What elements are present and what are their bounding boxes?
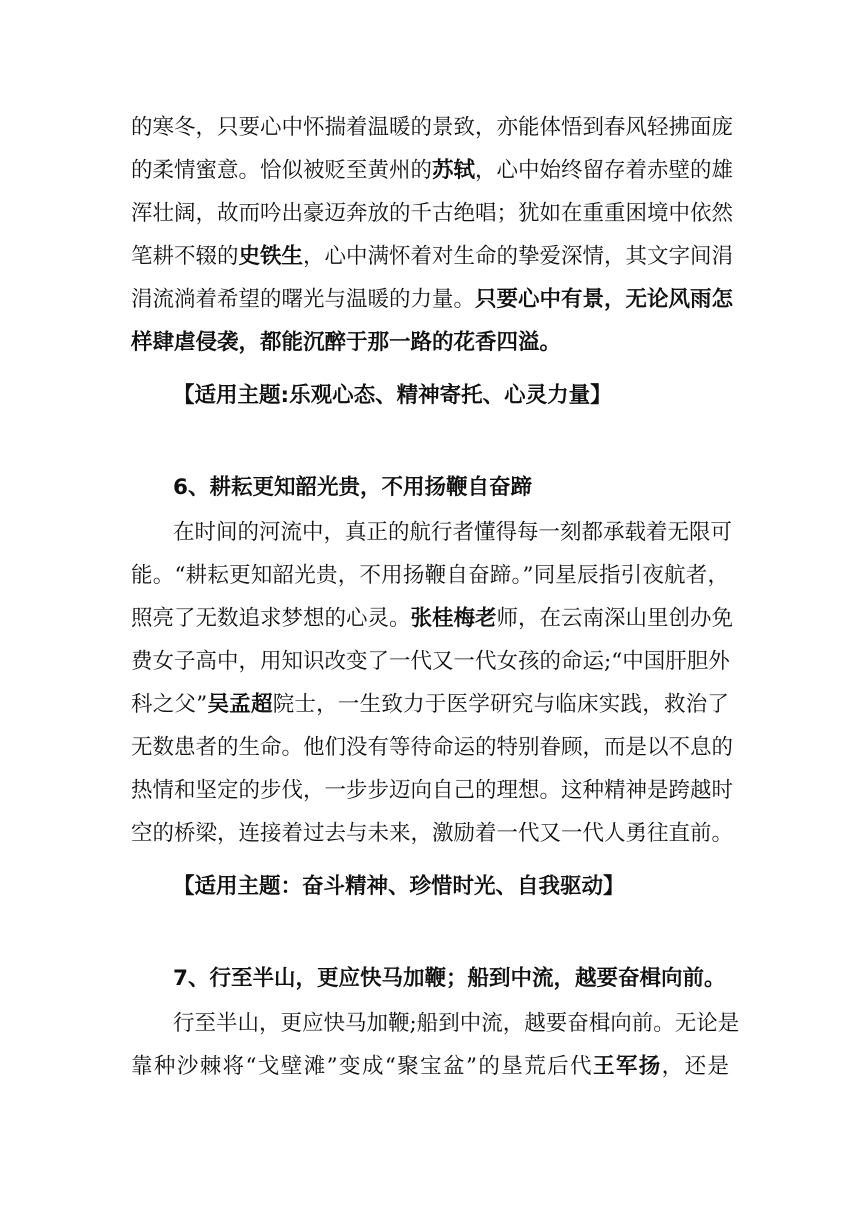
paragraph-line — [131, 691, 729, 719]
theme-tag: 【适用主题：奋斗精神、珍惜时光、自我驱动】 — [173, 874, 625, 899]
person-name-zhang-guimei: 张桂梅老 — [410, 606, 497, 631]
text-run: ，心中满怀着对生命的挚爱深情，其文字间涓 — [303, 244, 734, 269]
text-run: 笔耕不辍的 — [131, 244, 239, 269]
section-heading: 6、耕耘更知韶光贵，不用扬鞭自奋蹄 — [173, 475, 532, 500]
text-run: ，心中始终留存着赤壁的雄 — [475, 158, 734, 183]
text-run: 靠种沙棘将“戈壁滩”变成“聚宝盆”的垦荒后代 — [131, 1054, 593, 1079]
theme-tag: 【适用主题:乐观心态、精神寄托、心灵力量】 — [173, 383, 612, 408]
paragraph-line — [131, 157, 734, 185]
person-name-wu-mengchao: 吴孟超 — [207, 692, 273, 717]
person-name-su-shi: 苏轼 — [432, 158, 476, 183]
paragraph-line: 能。“耕耘更知韶光贵，不用扬鞭自奋蹄。”同星辰指引夜航者， — [131, 563, 729, 588]
paragraph-line-bold: 样肆虐侵袭，都能沉醉于那一路的花香四溢。 — [131, 330, 562, 355]
text-run: 照亮了无数追求梦想的心灵。 — [131, 606, 411, 631]
paragraph-line: 热情和坚定的步伐，一步步迈向自己的理想。这种精神是跨越时 — [131, 778, 734, 803]
paragraph-line: 无数患者的生命。他们没有等待命运的特别眷顾，而是以不息的 — [131, 735, 734, 760]
text-run: ，还是 — [661, 1054, 729, 1079]
paragraph-line — [131, 243, 734, 271]
paragraph-line: 的寒冬，只要心中怀揣着温暖的景致，亦能体悟到春风轻拂面庞 — [131, 115, 734, 140]
paragraph-line — [131, 286, 734, 314]
paragraph-line: 在时间的河流中，真正的航行者懂得每一刻都承载着无限可 — [173, 520, 733, 545]
text-run: 科之父” — [131, 692, 208, 717]
paragraph-line: 行至半山，更应快马加鞭;船到中流，越要奋楫向前。无论是 — [173, 1011, 740, 1036]
text-run: 涓流淌着希望的曙光与温暖的力量。 — [131, 287, 476, 312]
person-name-wang-junyang: 王军扬 — [592, 1054, 662, 1079]
bold-sentence: 只要心中有景，无论风雨怎 — [475, 287, 734, 312]
text-run: 院士，一生致力于医学研究与临床实践，救治了 — [272, 692, 729, 717]
person-name-shi-tiesheng: 史铁生 — [238, 244, 304, 269]
paragraph-line — [131, 605, 734, 633]
text-run: 师，在云南深山里创办免 — [496, 606, 734, 631]
paragraph-line: 费女子高中，用知识改变了一代又一代女孩的命运;“中国肝胆外 — [131, 649, 730, 674]
paragraph-line: 空的桥梁，连接着过去与未来，激励着一代又一代人勇往直前。 — [131, 821, 734, 846]
paragraph-line — [131, 1053, 729, 1081]
paragraph-line: 浑壮阔，故而吟出豪迈奔放的千古绝唱；犹如在重重困境中依然 — [131, 201, 734, 226]
text-run: 的柔情蜜意。恰似被贬至黄州的 — [131, 158, 433, 183]
section-heading: 7、行至半山，更应快马加鞭；船到中流，越要奋楫向前。 — [173, 966, 726, 991]
